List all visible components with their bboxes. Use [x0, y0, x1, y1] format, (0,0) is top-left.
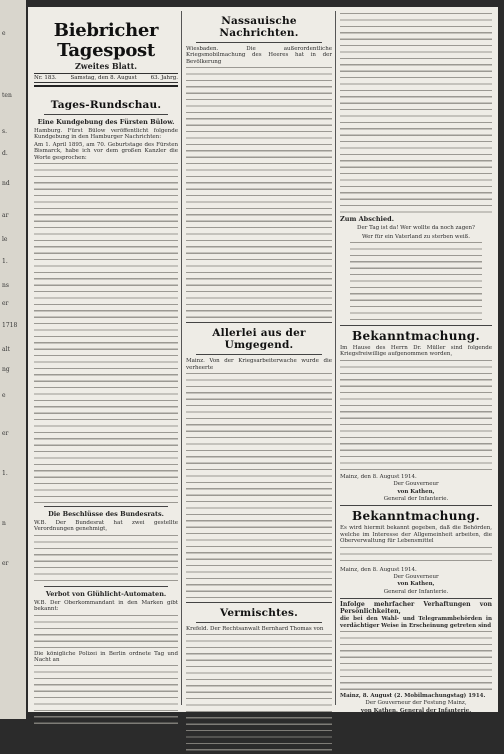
notice-footer: Mainz, 8. August (2. Mobilmachungstag) 1914.: [340, 692, 486, 699]
section-title: Allerlei aus der Umgegend.: [212, 327, 306, 352]
article-text: Die königliche Polizei in Berlin ordnete Tag und Nacht an: [34, 650, 178, 664]
divider: [196, 354, 322, 355]
adjacent-fragment: e: [2, 30, 6, 37]
adjacent-fragment: 1.: [2, 470, 8, 477]
adjacent-fragment: d.: [2, 150, 8, 157]
adjacent-fragment: er: [2, 560, 9, 567]
adjacent-fragment: ten: [2, 92, 12, 99]
notice-footer-line: von Kathen, General der Infanterie.: [360, 707, 472, 714]
section-title: Nassauische Nachrichten.: [219, 15, 299, 39]
adjacent-fragment: ar: [2, 212, 9, 219]
notice-signature-rank: General der Infanterie.: [383, 588, 449, 595]
notice-signature-rank: General der Infanterie.: [383, 496, 449, 503]
divider: [340, 598, 492, 599]
article-lead: Krefeld. Der Rechtsanwalt Bernhard Thomas von: [186, 626, 324, 633]
column-rule: [181, 11, 182, 705]
column-rule: [335, 11, 336, 705]
poem-title: Zum Abschied.: [340, 215, 394, 223]
notice-title: Bekanntmachung.: [352, 509, 480, 524]
notice-signature-lead: Der Gouverneur: [393, 481, 439, 488]
poem-line: Der Tag ist da! Wer wollte da noch zagen?: [357, 225, 475, 231]
article-lead: Mainz. Von der Kriegsarbeiterwache wurde die verheerte: [186, 358, 332, 371]
adjacent-fragment: ng: [2, 366, 10, 373]
masthead: [34, 21, 178, 87]
notice-title: Bekanntmachung.: [352, 329, 480, 343]
illegible-body-text: [34, 535, 178, 583]
divider: [44, 586, 168, 587]
adjacent-fragment: 1.: [2, 258, 8, 265]
notice-footer-line: Der Gouverneur der Festung Mainz,: [365, 700, 467, 707]
illegible-body-text: [186, 373, 332, 599]
adjacent-fragment: s.: [2, 128, 7, 135]
divider: [340, 325, 492, 326]
notice-signature-name: von Kathen,: [397, 488, 435, 495]
adjacent-fragment: er: [2, 430, 9, 437]
adjacent-fragment: er: [2, 300, 9, 307]
divider: [340, 505, 492, 506]
illegible-body-text: [340, 631, 492, 691]
illegible-body-text: [186, 634, 332, 754]
adjacent-fragment: e: [2, 392, 6, 399]
adjacent-page-strip: [0, 0, 26, 719]
adjacent-fragment: n: [2, 520, 6, 527]
illegible-body-text: [340, 360, 492, 472]
notice-place-date: Mainz, den 8. August 1914.: [340, 566, 417, 573]
article-text: W.B. Der Bundesrat hat zwei gestellte Verordnungen genehmigt,: [34, 520, 178, 533]
illegible-body-text: [34, 163, 178, 503]
issue-date: Samstag, den 8. August: [70, 75, 137, 81]
masthead-title: Biebricher Tagespost: [53, 20, 159, 61]
column-3: [340, 7, 492, 714]
column-1: [34, 7, 178, 707]
adjacent-fragment: le: [2, 236, 8, 243]
divider: [196, 42, 322, 43]
article-title: Die Beschlüsse des Bundesrats.: [48, 510, 164, 519]
section-title: Tages-Rundschau.: [50, 99, 162, 111]
issue-year: 63. Jahrg.: [150, 75, 178, 81]
divider: [44, 114, 168, 115]
illegible-body-text: [186, 67, 332, 319]
adjacent-fragment: alt: [2, 346, 10, 353]
issue-number: Nr. 183.: [34, 75, 57, 81]
column-2: [186, 7, 332, 707]
article-lead: Wiesbaden. Die außerordentliche Kriegsmobilmachung des Heeres hat in der Bevölkerung: [186, 46, 332, 65]
divider: [186, 322, 332, 323]
illegible-body-text: [34, 665, 178, 725]
issue-line: [34, 73, 178, 83]
notice-place-date: Mainz, den 8. August 1914.: [340, 473, 417, 480]
illegible-body-text: [34, 615, 178, 649]
notice-title: Infolge mehrfacher Verhaftungen von Persönlichkeiten,: [340, 601, 492, 615]
illegible-body-text: [340, 547, 492, 565]
divider: [196, 622, 322, 623]
article-text: Am 1. April 1895, am 70. Geburtstage des Fürsten Bismarck, habe ich vor dem großen Kanzler die Worte gesprochen:: [34, 141, 178, 161]
illegible-poem-text: [350, 242, 482, 322]
notice-text: die bei den Wahl- und Telegrammbehörden in verdächtiger Weise in Erscheinung getreten sind: [340, 616, 492, 629]
article-text: W.B. Der Oberkommandant in den Marken gibt bekannt:: [34, 599, 178, 613]
illegible-body-text: [340, 13, 492, 213]
section-title: Vermischtes.: [220, 607, 298, 620]
adjacent-fragment: ns: [2, 282, 9, 289]
notice-signature-lead: Der Gouverneur: [393, 574, 439, 581]
poem-line: Wer für ein Vaterland zu sterben weiß.: [361, 233, 471, 240]
notice-text: Im Hause des Herrn Dr. Müller sind folgende Kriegsfreiwillige aufgenommen worden,: [340, 345, 492, 358]
newspaper-page: [28, 7, 498, 712]
article-title: Eine Kundgebung des Fürsten Bülow.: [37, 118, 175, 126]
notice-text: Es wird hiermit bekannt gegeben, daß die Behörden, welche im Interesse der Allgemeinheit arbeiten, die Oberverwaltung für Lebensmittel: [340, 525, 492, 545]
divider: [44, 506, 168, 507]
adjacent-fragment: nd: [2, 180, 10, 187]
divider: [186, 602, 332, 603]
notice-signature-name: von Kathen,: [397, 581, 435, 588]
article-title: Verbot von Glühlicht-Automaten.: [45, 589, 167, 598]
adjacent-fragment: 1718: [2, 322, 18, 329]
article-lead: Hamburg. Fürst Bülow veröffentlicht folgende Kundgebung in den Hamburger Nachrichten:: [34, 128, 178, 141]
masthead-subtitle: Zweites Blatt.: [74, 61, 138, 71]
